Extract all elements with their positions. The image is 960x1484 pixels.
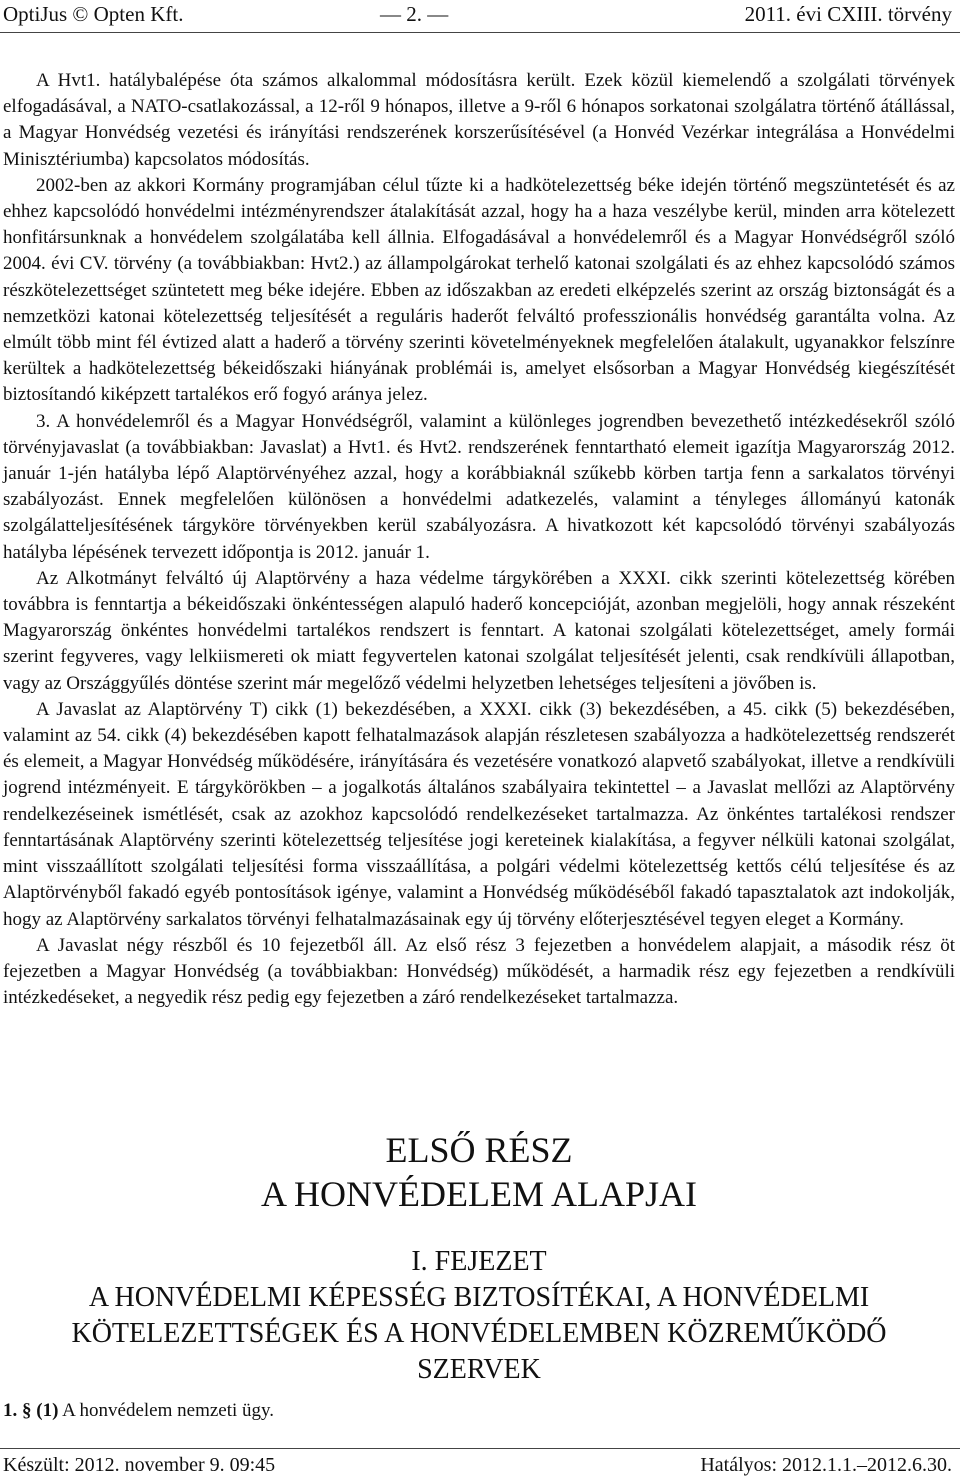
page-number: — 2. — bbox=[380, 2, 449, 26]
footer-divider bbox=[0, 1448, 960, 1449]
part-title bbox=[3, 1128, 955, 1216]
publisher-label: OptiJus © Opten Kft. bbox=[3, 2, 184, 26]
paragraph: A Hvt1. hatálybalépése óta számos alkalommal módosításra került. Ezek közül kiemelendő a szolgálati törvények elfogadásával, a NATO-csatlakozással, a 12-ről 9 hónapos, illetve a 9-ről 6 hónapos sorkatonai szolgálatra történő átállással, a Magyar Honvédség vezetési és irányítási rendszerének korszerűsítésével (a Honvéd Vezérkar integrálása a Honvédelmi Minisztériumba) kapcsolatos módosítás. bbox=[3, 70, 955, 170]
header-divider bbox=[0, 32, 960, 33]
effective-date: Hatályos: 2012.1.1.–2012.6.30. bbox=[700, 1454, 952, 1476]
document-body bbox=[3, 68, 955, 1011]
chapter-title bbox=[3, 1244, 955, 1388]
part-title-line: A HONVÉDELEM ALAPJAI bbox=[261, 1174, 697, 1214]
chapter-title-line: SZERVEK bbox=[417, 1354, 541, 1385]
created-date: Készült: 2012. november 9. 09:45 bbox=[3, 1454, 276, 1476]
part-headings bbox=[3, 1128, 955, 1388]
page-header bbox=[0, 0, 960, 30]
chapter-number: I. FEJEZET bbox=[411, 1246, 547, 1277]
section-1 bbox=[3, 1398, 274, 1424]
chapter-title-line: A HONVÉDELMI KÉPESSÉG BIZTOSÍTÉKAI, A HONVÉDELMI bbox=[88, 1282, 870, 1313]
paragraph: Az Alkotmányt felváltó új Alaptörvény a haza védelme tárgykörében a XXXI. cikk szerinti kötelezettség körében továbbra is fenntartja a békeidőszaki önkéntességen alapuló haderő koncepcióját, azonban megjelöli, hogy annak részeként Magyarország önkéntes honvédelmi tartalékos rendszert is fenntart. A katonai szolgálati kötelezettséget, amely formái szerint fegyveres, vagy lelkiismereti ok miatt fegyvertelen katonai szolgálat teljesítését jelenti, csak rendkívüli állapotban, vagy az Országgyűlés döntése szerint már megelőző védelmi helyzetben lehetséges teljesíteni a jövőben is. bbox=[3, 567, 955, 694]
paragraph: A Javaslat az Alaptörvény T) cikk (1) bekezdésében, a XXXI. cikk (3) bekezdésében, a 45. cikk (5) bekezdésében, valamint az 54. cikk (4) bekezdésében kapott felhatalmazások alapján részletesen szabályozza a hadkötelezettség rendszerét és elemeit, a Magyar Honvédség működésére, irányítására és vezetésére vonatkozó alapvető szabályokat, illetve a rendkívüli jogrend intézményeit. E tárgykörökben – a jogalkotás általános szabályaira tekintettel – a Javaslat mellőzi az Alaptörvény rendelkezéseinek ismétlését, csak az azokhoz kapcsolódó rendelkezéseket tartalmazza. Az önkéntes tartalékosi rendszer fenntartásának Alaptörvény szerinti kötelezettség teljesítése jogi kereteinek kialakítása, a fegyver nélküli katonai szolgálat, mint visszaállított szolgálati teljesítési forma visszaállítása, a polgári védelmi kötelezettség kettős célú teljesítése és az Alaptörvényből fakadó egyéb pontosítások igénye, valamint a Honvédség működéséből fakadó tapasztalatok azt indokolják, hogy az Alaptörvény sarkalatos törvényi felhatalmazásainak egy új törvény előterjesztésével tegyen eleget a Kormány. bbox=[3, 698, 955, 930]
section-text: A honvédelem nemzeti ügy. bbox=[62, 1400, 275, 1421]
law-title: 2011. évi CXIII. törvény bbox=[744, 2, 952, 26]
chapter-title-line: KÖTELEZETTSÉGEK ÉS A HONVÉDELEMBEN KÖZREMŰKÖDŐ bbox=[71, 1318, 887, 1349]
paragraph: 2002-ben az akkori Kormány programjában célul tűzte ki a hadkötelezettség béke idején történő megszüntetését és az ehhez kapcsolódó honvédelmi intézményrendszer átalakítását azzal, hogy ha a haza veszélybe kerül, minden arra kötelezett honfitársunknak a honvédelem szolgálatába kell állnia. Elfogadásával a honvédelemről és a Magyar Honvédségről szóló 2004. évi CV. törvény (a továbbiakban: Hvt2.) az állampolgárokat terhelő katonai szolgálati és az ehhez kapcsolódó számos részkötelezettséget szüntetett meg béke idejére. Ebben az időszakban az eredeti elképzelés szerint az ország biztonságát és a nemzetközi katonai kötelezettség teljesítését a reguláris haderőt felváltó professzionális honvédség garantálta volna. Az elmúlt több mint fél évtized alatt a haderő a törvény szerinti követelményeknek megfelelően átalakult, ugyanakkor felszínre kerültek a hadkötelezettség békeidőszaki hiányának problémái is, amelyet elsősorban a Magyar Honvédség kiegészítését biztosítandó kiképzett tartalékos erő fogyó aránya jelez. bbox=[3, 174, 955, 406]
section-number: 1. § bbox=[3, 1400, 32, 1421]
paragraph: 3. A honvédelemről és a Magyar Honvédségről, valamint a különleges jogrendben bevezethető intézkedésekről szóló törvényjavaslat (a továbbiakban: Javaslat) a Hvt1. és Hvt2. rendszerének fenntartható elemeit igazítja Magyarország 2012. január 1-jén hatályba lépő Alaptörvényéhez azzal, hogy a korábbiaknál szűkebb körben tartja fenn a sarkalatos törvényi szabályozást. Ennek megfelelően különösen a honvédelmi adatkezelés, valamint a tényleges állományú katonák szolgálatteljesítésének tárgyköre törvényekben kerül szabályozásra. A hivatkozott két kapcsolódó törvényi szabályozás hatályba lépésének tervezett időpontja is 2012. január 1. bbox=[3, 410, 955, 563]
paragraph: A Javaslat négy részből és 10 fejezetből áll. Az első rész 3 fejezetben a honvédelem alapjait, a második rész öt fejezetben a Magyar Honvédség (a továbbiakban: Honvédség) működését, a harmadik rész egy fejezetben a rendkívüli intézkedéseket, a negyedik rész pedig egy fejezetben a záró rendelkezéseket tartalmazza. bbox=[3, 934, 955, 1009]
part-title-line: ELSŐ RÉSZ bbox=[385, 1130, 573, 1170]
paragraph-number: (1) bbox=[36, 1400, 59, 1421]
